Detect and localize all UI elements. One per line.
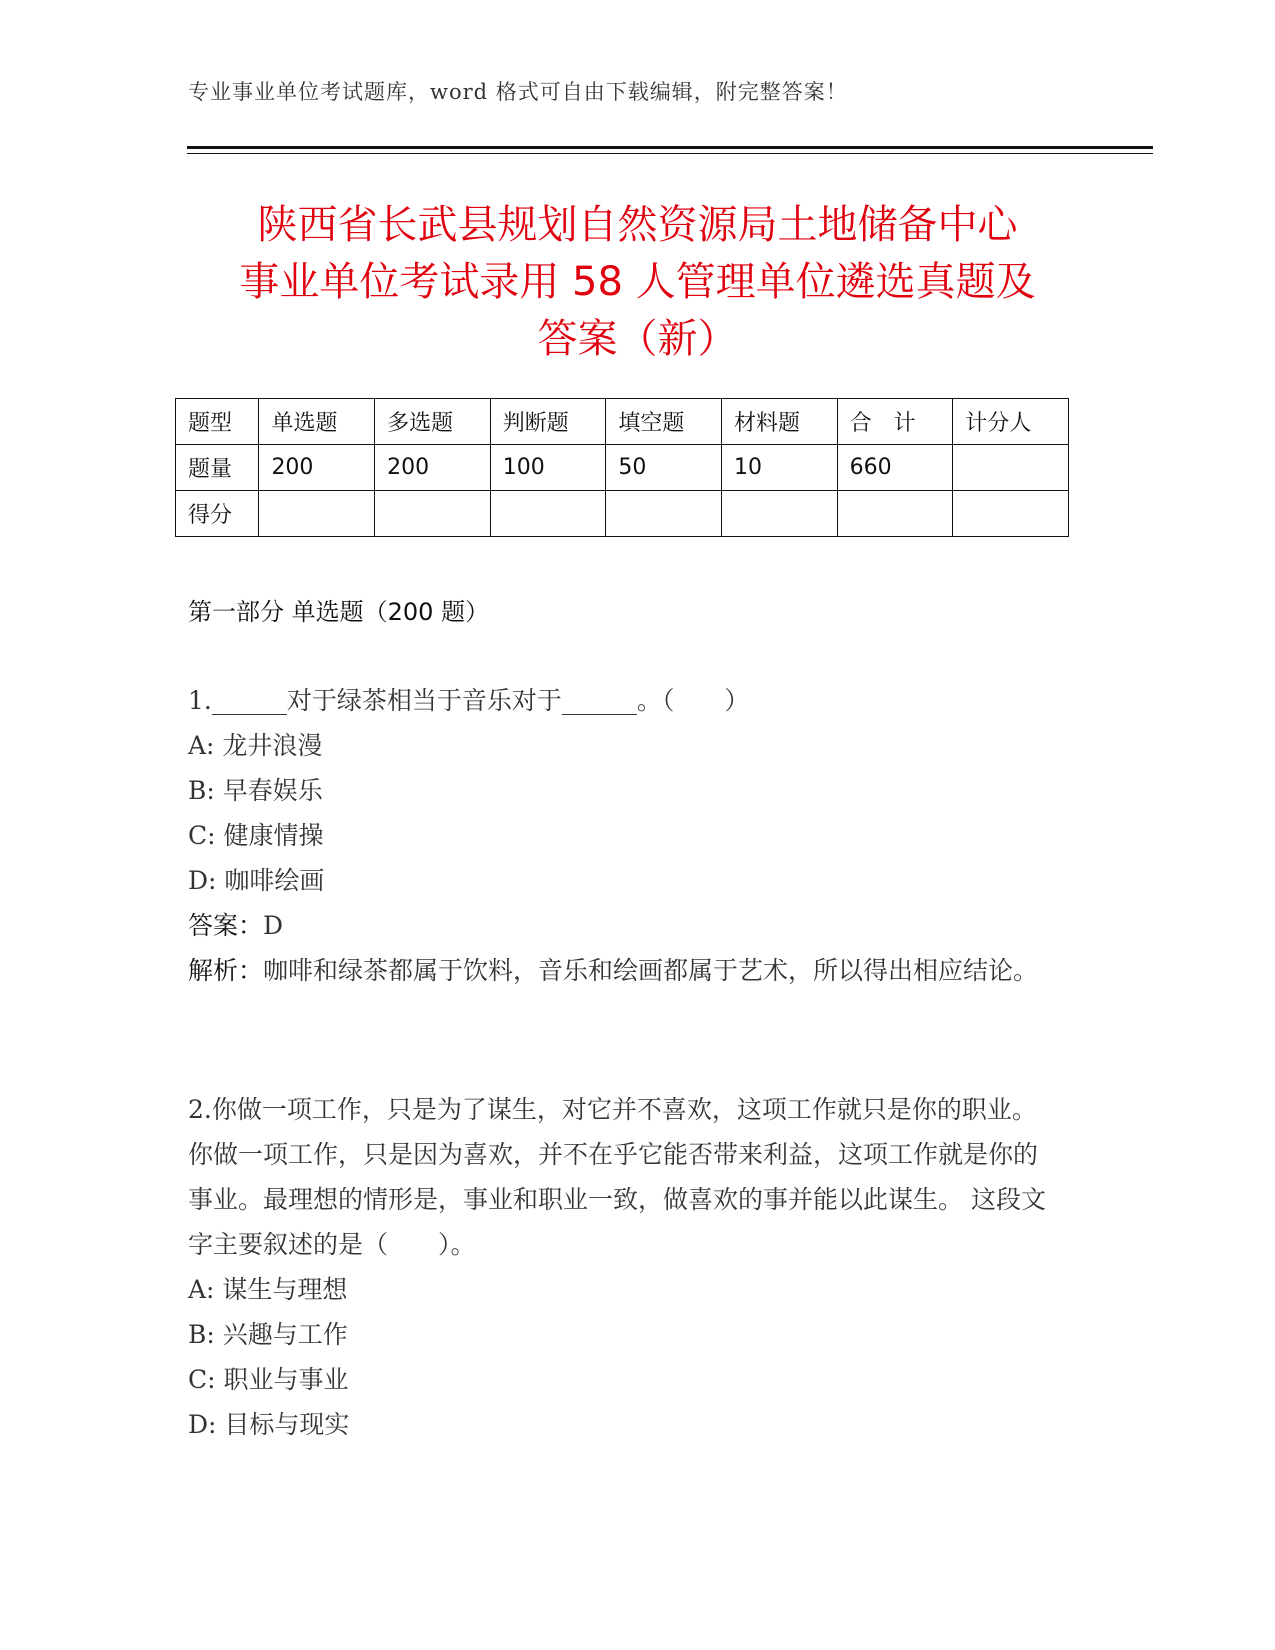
option-a: A: 谋生与理想	[188, 1275, 348, 1304]
table-cell: 判断题	[490, 399, 606, 445]
answer-label: 答案：	[188, 911, 264, 940]
table-cell	[722, 491, 838, 537]
section-heading: 第一部分 单选题（200 题）	[188, 598, 490, 626]
table-cell	[837, 491, 953, 537]
table-cell: 50	[606, 445, 722, 491]
table-row	[176, 445, 1069, 491]
table-cell	[606, 491, 722, 537]
table-cell: 材料题	[722, 399, 838, 445]
header-rule-thick	[187, 146, 1153, 149]
table-cell: 单选题	[259, 399, 375, 445]
table-cell	[490, 491, 606, 537]
answer-line	[188, 903, 1058, 948]
table-row	[176, 491, 1069, 537]
option-a: A: 龙井浪漫	[188, 731, 323, 760]
table-cell	[259, 491, 375, 537]
question-stem: 2.你做一项工作，只是为了谋生，对它并不喜欢，这项工作就只是你的职业。你做一项工作，只是因为喜欢，并不在乎它能否带来利益，这项工作就是你的事业。最理想的情形是，事业和职业一致，做喜欢的事并能以此谋生。 这段文字主要叙述的是（ ）。	[188, 1095, 1046, 1259]
analysis-line	[188, 948, 1058, 993]
header-rule-thin	[187, 153, 1153, 154]
document-title	[160, 197, 1115, 368]
option-c: C: 职业与事业	[188, 1365, 349, 1394]
analysis-label: 解析：	[188, 956, 264, 985]
question-1	[188, 678, 1058, 993]
table-cell: 题型	[176, 399, 259, 445]
table-cell: 题量	[176, 445, 259, 491]
answer-value: D	[263, 911, 284, 940]
score-summary-table	[175, 398, 1069, 537]
title-line-2: 事业单位考试录用 58 人管理单位遴选真题及	[239, 259, 1036, 305]
option-d: D: 目标与现实	[188, 1410, 350, 1439]
table-cell: 填空题	[606, 399, 722, 445]
header-note: 专业事业单位考试题库，word 格式可自由下载编辑，附完整答案！	[188, 80, 848, 104]
title-line-3: 答案（新）	[537, 316, 738, 362]
table-cell	[953, 445, 1069, 491]
table-cell	[375, 491, 491, 537]
option-d: D: 咖啡绘画	[188, 866, 325, 895]
table-cell: 200	[259, 445, 375, 491]
table-cell: 100	[490, 445, 606, 491]
question-2	[188, 1087, 1058, 1447]
table-header-row	[176, 399, 1069, 445]
table-cell: 10	[722, 445, 838, 491]
option-c: C: 健康情操	[188, 821, 324, 850]
option-b: B: 兴趣与工作	[188, 1320, 348, 1349]
table-cell: 得分	[176, 491, 259, 537]
analysis-text: 咖啡和绿茶都属于饮料，音乐和绘画都属于艺术，所以得出相应结论。	[263, 956, 1039, 985]
title-line-1: 陕西省长武县规划自然资源局土地储备中心	[257, 202, 1018, 248]
table-cell: 合 计	[837, 399, 953, 445]
table-cell: 200	[375, 445, 491, 491]
table-cell: 多选题	[375, 399, 491, 445]
table-cell	[953, 491, 1069, 537]
table-cell: 计分人	[953, 399, 1069, 445]
question-stem: 1.______对于绿茶相当于音乐对于______。（ ）	[188, 686, 750, 715]
option-b: B: 早春娱乐	[188, 776, 323, 805]
table-cell: 660	[837, 445, 953, 491]
